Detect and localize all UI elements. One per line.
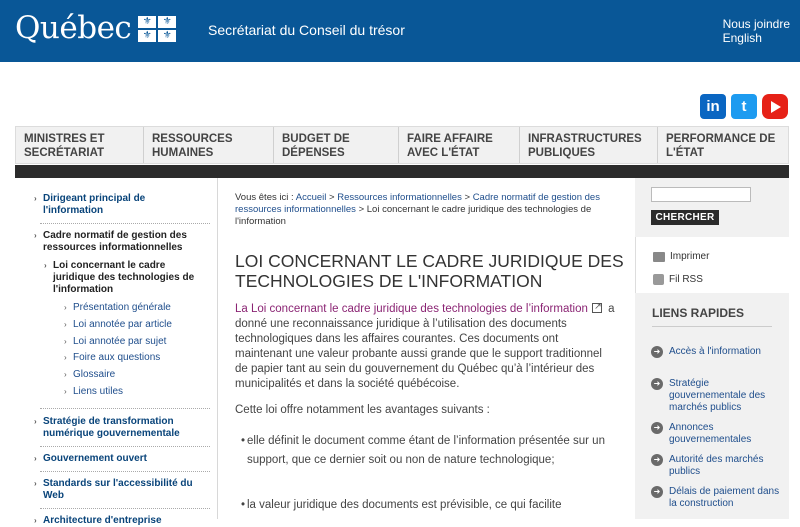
quick-link-delais[interactable]: ➜ Délais de paiement dans la construction	[651, 486, 781, 510]
right-column	[635, 178, 789, 519]
quick-links-title: LIENS RAPIDES	[652, 306, 745, 320]
sidebar-item-loi-cadre[interactable]: › Loi concernant le cadre juridique des technologies de l'information	[44, 260, 195, 295]
sidebar-item-faq[interactable]: › Foire aux questions	[64, 352, 161, 363]
arrow-circle-icon: ➜	[651, 346, 663, 358]
sidebar-separator	[40, 446, 210, 447]
sidebar-separator	[40, 508, 210, 509]
linkedin-icon[interactable]: in	[700, 94, 726, 119]
printer-icon	[653, 252, 665, 262]
breadcrumb-current: Loi concernant le cadre juridique des technologies de l'information	[235, 204, 592, 227]
sidebar-separator	[40, 223, 210, 224]
nav-item-performance[interactable]: PERFORMANCE DE L'ÉTAT	[666, 133, 776, 159]
fleur-de-lis-flag-icon: ⚜ ⚜ ⚜ ⚜	[138, 16, 176, 42]
page-title: LOI CONCERNANT LE CADRE JURIDIQUE DES TECHNOLOGIES DE L'INFORMATION	[235, 251, 624, 291]
intro-paragraph: La Loi concernant le cadre juridique des technologies de l’information ↗ a donné une reconnaissance juridique à l’utilisation des documents technologiques dans les affaires courantes. Ces documents ont maintenant une valeur probante aussi grande que le support traditionnel de papier tant au sein du gouvernement du Québec qu’à l’intérieur des municipalités et dans la société québécoise.	[235, 302, 615, 392]
arrow-circle-icon: ➜	[651, 378, 663, 390]
sidebar-item-presentation[interactable]: › Présentation générale	[64, 302, 171, 313]
sidebar-item-dirigeant[interactable]: › Dirigeant principal de l'information	[34, 193, 146, 216]
quebec-logo[interactable]	[15, 10, 176, 46]
sidebar-separator	[40, 471, 210, 472]
contact-link[interactable]: Nous joindre	[722, 17, 790, 31]
sidebar-item-strategie[interactable]: › Stratégie de transformation numérique gouvernementale	[34, 416, 180, 439]
nav-divider-bar	[15, 165, 789, 178]
external-link-icon	[592, 303, 602, 313]
arrow-circle-icon: ➜	[651, 486, 663, 498]
quick-link-strategie[interactable]: ➜ Stratégie gouvernementale des marchés publics	[651, 378, 781, 414]
nav-item-infrastructures[interactable]: INFRASTRUCTURES PUBLIQUES	[520, 127, 658, 163]
english-link[interactable]: English	[722, 31, 762, 45]
sidebar-item-loi-sujet[interactable]: › Loi annotée par sujet	[64, 336, 167, 347]
sidebar-item-loi-article[interactable]: › Loi annotée par article	[64, 319, 172, 330]
nav-item-faire-affaire[interactable]: FAIRE AFFAIRE AVEC L'ÉTAT	[399, 127, 520, 163]
sidebar-item-gouvernement-ouvert[interactable]: › Gouvernement ouvert	[34, 453, 147, 464]
sidebar-item-liens-utiles[interactable]: › Liens utiles	[64, 386, 124, 397]
breadcrumb-prefix: Vous êtes ici :	[235, 192, 294, 203]
main-nav	[15, 126, 789, 164]
rss-link[interactable]: Fil RSS	[653, 274, 703, 285]
search-button[interactable]: CHERCHER	[651, 210, 719, 225]
youtube-icon[interactable]	[762, 94, 788, 119]
social-icons	[700, 94, 788, 119]
list-item: • la valeur juridique des documents est prévisible, ce qui facilite	[241, 499, 562, 511]
breadcrumb-accueil[interactable]: Accueil	[295, 192, 327, 203]
quick-link-acces[interactable]: ➜ Accès à l'information	[651, 346, 781, 358]
nav-item-ministres[interactable]: MINISTRES ET SECRÉTARIAT	[16, 127, 144, 163]
arrow-circle-icon: ➜	[651, 422, 663, 434]
breadcrumb: Vous êtes ici : Accueil > Ressources informationnelles > Cadre normatif de gestion des ressources informationnelles > Loi concernant le cadre juridique des technologies de l'information	[235, 192, 600, 227]
logo-wordmark: Québec	[15, 10, 132, 46]
arrow-circle-icon: ➜	[651, 454, 663, 466]
site-header	[0, 0, 800, 62]
quick-links-separator	[652, 326, 772, 327]
organization-name[interactable]: Secrétariat du Conseil du trésor	[208, 22, 405, 38]
quick-link-annonces[interactable]: ➜ Annonces gouvernementales	[651, 422, 781, 446]
sidebar-item-architecture[interactable]: › Architecture d'entreprise	[34, 515, 162, 526]
sidebar-item-accessibilite[interactable]: › Standards sur l'accessibilité du Web	[34, 478, 193, 501]
sidebar	[15, 178, 218, 526]
breadcrumb-cadre-normatif[interactable]: Cadre normatif de gestion des ressources informationnelles	[235, 192, 600, 215]
list-item: • elle définit le document comme étant de l’information présentée sur un support, que ce dernier soit ou non de nature technologique;	[241, 435, 605, 466]
breadcrumb-ressources[interactable]: Ressources informationnelles	[337, 192, 462, 203]
nav-item-ressources-humaines[interactable]: RESSOURCES HUMAINES	[144, 127, 274, 163]
search-input[interactable]	[651, 187, 751, 202]
print-link[interactable]: Imprimer	[653, 251, 709, 262]
loi-link[interactable]: La Loi concernant le cadre juridique des technologies de l’information	[235, 303, 588, 315]
tools-panel	[635, 237, 789, 293]
header-links	[723, 17, 790, 45]
sidebar-item-cadre-normatif[interactable]: › Cadre normatif de gestion des ressources informationnelles	[34, 230, 187, 253]
twitter-icon[interactable]: t	[731, 94, 757, 119]
quick-link-autorite[interactable]: ➜ Autorité des marchés publics	[651, 454, 781, 478]
nav-item-budget[interactable]: BUDGET DE DÉPENSES	[274, 127, 399, 163]
sidebar-item-glossaire[interactable]: › Glossaire	[64, 369, 116, 380]
rss-icon	[653, 274, 664, 285]
sidebar-separator	[40, 408, 210, 409]
advantages-intro: Cette loi offre notamment les avantages suivants :	[235, 404, 490, 416]
